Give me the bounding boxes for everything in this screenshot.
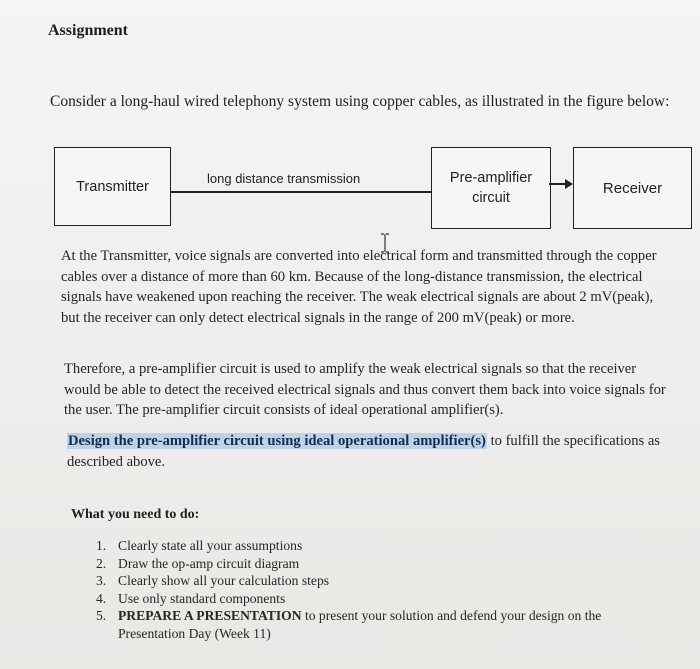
receiver-label: Receiver (602, 179, 663, 197)
todo-heading: What you need to do: (71, 507, 200, 522)
paragraph-design-task (67, 431, 667, 472)
highlighted-task-text: Design the pre-amplifier circuit using ideal operational amplifier(s) (68, 433, 486, 449)
preamplifier-box (431, 147, 551, 229)
page-title: Assignment (48, 22, 129, 39)
list-item: 5. PREPARE A PRESENTATION to present your solution and defend your design on the Presentation Day (Week 11) (96, 608, 602, 641)
todo-list (96, 537, 666, 642)
preamplifier-label-line2: circuit (472, 190, 510, 206)
paragraph-transmitter: At the Transmitter, voice signals are converted into electrical form and transmitted through the copper cables over a distance of more than 60 km. Because of the long-distance transmission, the electrical signals have weakened upon reaching the receiver. The weak electrical signals are about 2 mV(peak), but the receiver can only detect electrical signals in the range of 200 mV(peak) or more. (61, 248, 657, 326)
intro-paragraph: Consider a long-haul wired telephony system using copper cables, as illustrated in the figure below: (50, 93, 670, 110)
transmission-line (170, 191, 431, 193)
arrow-to-receiver (549, 175, 575, 193)
task-text-rest: to fulfill the specifications as described above. (67, 433, 660, 470)
list-item: 2. Draw the op-amp circuit diagram (96, 555, 300, 571)
list-item: 1. Clearly state all your assumptions (96, 538, 303, 553)
receiver-box (573, 147, 692, 229)
preamplifier-label-line1: Pre-amplifier (449, 170, 533, 186)
transmission-line-label: long distance transmission (207, 171, 361, 186)
list-item: 3. Clearly show all your calculation steps (96, 573, 330, 588)
transmitter-label: Transmitter (76, 178, 149, 195)
list-item: 4. Use only standard components (96, 590, 286, 606)
paragraph-preamplifier: Therefore, a pre-amplifier circuit is used to amplify the weak electrical signals so that the receiver would be able to detect the received electrical signals and thus convert them back into voice signals for the user. The pre-amplifier circuit consists of ideal operational amplifier(s). (64, 361, 666, 418)
transmitter-box (54, 147, 171, 226)
